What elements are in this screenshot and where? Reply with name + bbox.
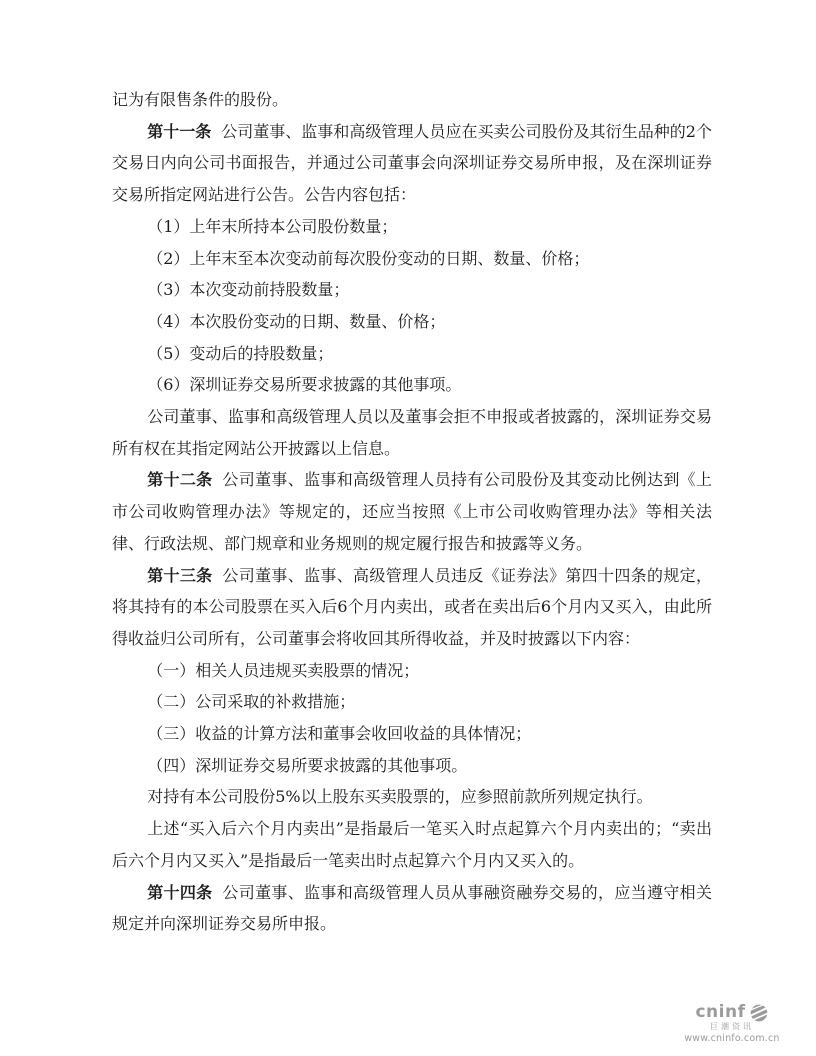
paragraph-5pct-rule: [112, 781, 712, 813]
paragraph-text: 公司董事、监事和高级管理人员持有公司股份及其变动比例达到《上市公司收购管理办法》等规定的，还应当按照《上市公司收购管理办法》等相关法律、行政法规、部门规章和业务规则的规定履行报告和披露等义务。: [112, 470, 712, 553]
cninfo-brand-text: cninf: [695, 1002, 746, 1023]
paragraph-text: 对持有本公司股份5%以上股东买卖股票的，应参照前款所列规定执行。: [147, 787, 653, 807]
paragraph-text: 上述“买入后六个月内卖出”是指最后一笔买入时点起算六个月内卖出的；“卖出后六个月内又买入”是指最后一笔卖出时点起算六个月内又买入的。: [112, 819, 712, 870]
article-number: 第十二条: [147, 470, 213, 490]
paragraph-text: 公司董事、监事和高级管理人员应在买卖公司股份及其衍生品种的2个交易日内向公司书面报告，并通过公司董事会向深圳证券交易所申报，及在深圳证券交易所指定网站进行公告。公告内容包括：: [112, 121, 712, 205]
paragraph-text: 公司董事、监事和高级管理人员从事融资融券交易的，应当遵守相关规定并向深圳证券交易所申报。: [112, 882, 712, 934]
document-body: [112, 84, 712, 940]
paragraph-text: 公司董事、监事和高级管理人员以及董事会拒不申报或者披露的，深圳证券交易所有权在其指定网站公开披露以上信息。: [112, 407, 712, 458]
list-item-cn-4: [112, 750, 712, 782]
cninfo-chinese-name: 巨潮资讯: [710, 1021, 754, 1031]
article-13: [112, 560, 712, 655]
article-number: 第十三条: [147, 565, 213, 585]
cninfo-logo-top: [672, 1003, 792, 1023]
paragraph-text: （4）本次股份变动的日期、数量、价格；: [147, 311, 446, 331]
paragraph-text: （3）本次变动前持股数量；: [147, 280, 350, 300]
list-item-6: [112, 369, 712, 401]
paragraph-continuation: [112, 84, 712, 116]
list-item-3: [112, 274, 712, 306]
article-number: 第十一条: [147, 121, 212, 141]
list-item-cn-3: [112, 718, 712, 750]
list-item-4: [112, 306, 712, 338]
paragraph-text: （三）收益的计算方法和董事会收回收益的具体情况；: [147, 724, 532, 744]
paragraph-disclosure: [112, 401, 712, 464]
paragraph-text: 公司董事、监事、高级管理人员违反《证券法》第四十四条的规定，将其持有的本公司股票在买入后6个月内卖出，或者在卖出后6个月内又买入，由此所得收益归公司所有，公司董事会将收回其所得收益，并及时披露以下内容：: [112, 565, 712, 648]
paragraph-text: （5）变动后的持股数量；: [147, 343, 334, 363]
article-11: [112, 116, 712, 211]
cninfo-globe-icon: [749, 1003, 769, 1023]
article-number: 第十四条: [147, 882, 213, 902]
list-item-5: [112, 338, 712, 370]
list-item-cn-1: [112, 655, 712, 687]
paragraph-text: （1）上年末所持本公司股份数量；: [147, 216, 398, 236]
list-item-1: [112, 211, 712, 243]
article-14: [112, 877, 712, 940]
paragraph-text: （四）深圳证券交易所要求披露的其他事项。: [147, 755, 468, 775]
paragraph-definition: [112, 813, 712, 876]
paragraph-text: 记为有限售条件的股份。: [112, 90, 289, 109]
paragraph-text: （二）公司采取的补救措施；: [147, 692, 356, 712]
paragraph-text: （一）相关人员违规买卖股票的情况；: [147, 660, 420, 680]
list-item-cn-2: [112, 686, 712, 718]
cninfo-url: www.cninfo.com.cn: [684, 1032, 780, 1044]
paragraph-text: （2）上年末至本次变动前每次股份变动的日期、数量、价格；: [147, 248, 590, 268]
paragraph-text: （6）深圳证券交易所要求披露的其他事项。: [147, 375, 462, 395]
list-item-2: [112, 243, 712, 275]
article-12: [112, 464, 712, 559]
cninfo-logo: [672, 1003, 792, 1044]
